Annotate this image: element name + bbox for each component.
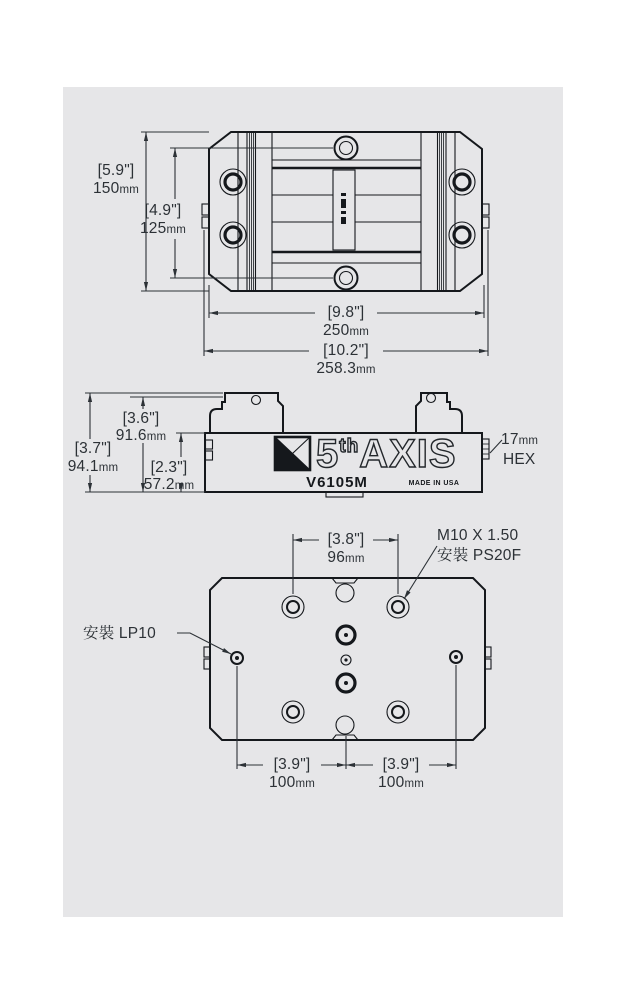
dim-label-mm: 96mm <box>327 549 365 566</box>
bottom-view-side-holes <box>231 651 462 664</box>
model-number: V6105M <box>306 474 368 491</box>
dim-label-inch: [3.6"] <box>122 410 160 427</box>
front-view-left-detail <box>206 440 213 460</box>
front-view-right-jaw <box>416 393 462 433</box>
top-view-center-rail <box>333 170 355 250</box>
top-view-jaw-holes <box>220 169 475 248</box>
callout-lp10 <box>83 624 231 654</box>
dim-label-mm: 91.6mm <box>115 427 167 444</box>
dim-label-inch: [3.7"] <box>74 440 112 457</box>
dim-label-inch: [4.9"] <box>144 202 182 219</box>
lp10-label: 安裝 LP10 <box>83 625 156 642</box>
center-rail-stamp <box>341 193 346 224</box>
right-jaw-hole <box>427 394 436 403</box>
hex-label-line2: HEX <box>503 451 536 468</box>
dim-label-mm: 57.2mm <box>143 476 195 493</box>
bottom-center-hole <box>336 716 354 734</box>
hex-label-line1: 17mm <box>501 431 539 448</box>
made-in-usa-label: MADE IN USA <box>408 480 460 487</box>
front-view <box>68 393 538 497</box>
dim-label-mm: 250mm <box>322 322 370 339</box>
fifth-axis-logo-icon <box>275 437 310 470</box>
front-view-left-jaw <box>210 393 283 433</box>
dim-label-inch: [3.8"] <box>327 531 365 548</box>
ps20f-label-line2: 安裝 PS20F <box>437 547 522 564</box>
dim-label-mm: 258.3mm <box>316 360 376 377</box>
dim-label-inch: [3.9"] <box>273 756 311 773</box>
dim-label-mm: 100mm <box>268 774 316 791</box>
dim-label-inch: [3.9"] <box>382 756 420 773</box>
dim-label-inch: [10.2"] <box>323 342 369 359</box>
left-jaw-hole <box>252 396 261 405</box>
dim-bottom-left-spacing <box>237 666 346 791</box>
top-center-hole <box>336 584 354 602</box>
dim-label-inch: [2.3"] <box>150 459 188 476</box>
top-view-bed-lines <box>272 160 421 263</box>
dim-top-width-jaws <box>209 285 484 339</box>
drawing-panel <box>63 87 563 917</box>
dim-label-mm: 150mm <box>92 180 140 197</box>
bottom-view-outline <box>210 578 485 740</box>
front-view-hex-drive <box>482 439 489 459</box>
bottom-view <box>83 527 521 791</box>
dim-label-mm: 94.1mm <box>67 458 119 475</box>
dim-label-mm: 125mm <box>139 220 187 237</box>
callout-hex <box>490 431 538 468</box>
bottom-view-center-holes <box>337 626 355 692</box>
technical-drawing <box>63 87 563 917</box>
bottom-view-side-tabs <box>204 647 491 669</box>
dim-label-inch: [5.9"] <box>97 162 135 179</box>
top-view <box>93 132 489 377</box>
brand-logotype: 5thAXIS <box>316 432 457 476</box>
dim-bottom-right-spacing <box>346 665 456 791</box>
dim-label-inch: [9.8"] <box>327 304 365 321</box>
dim-label-mm: 100mm <box>377 774 425 791</box>
callout-ps20f <box>404 527 521 599</box>
ps20f-label-line1: M10 X 1.50 <box>437 527 519 544</box>
